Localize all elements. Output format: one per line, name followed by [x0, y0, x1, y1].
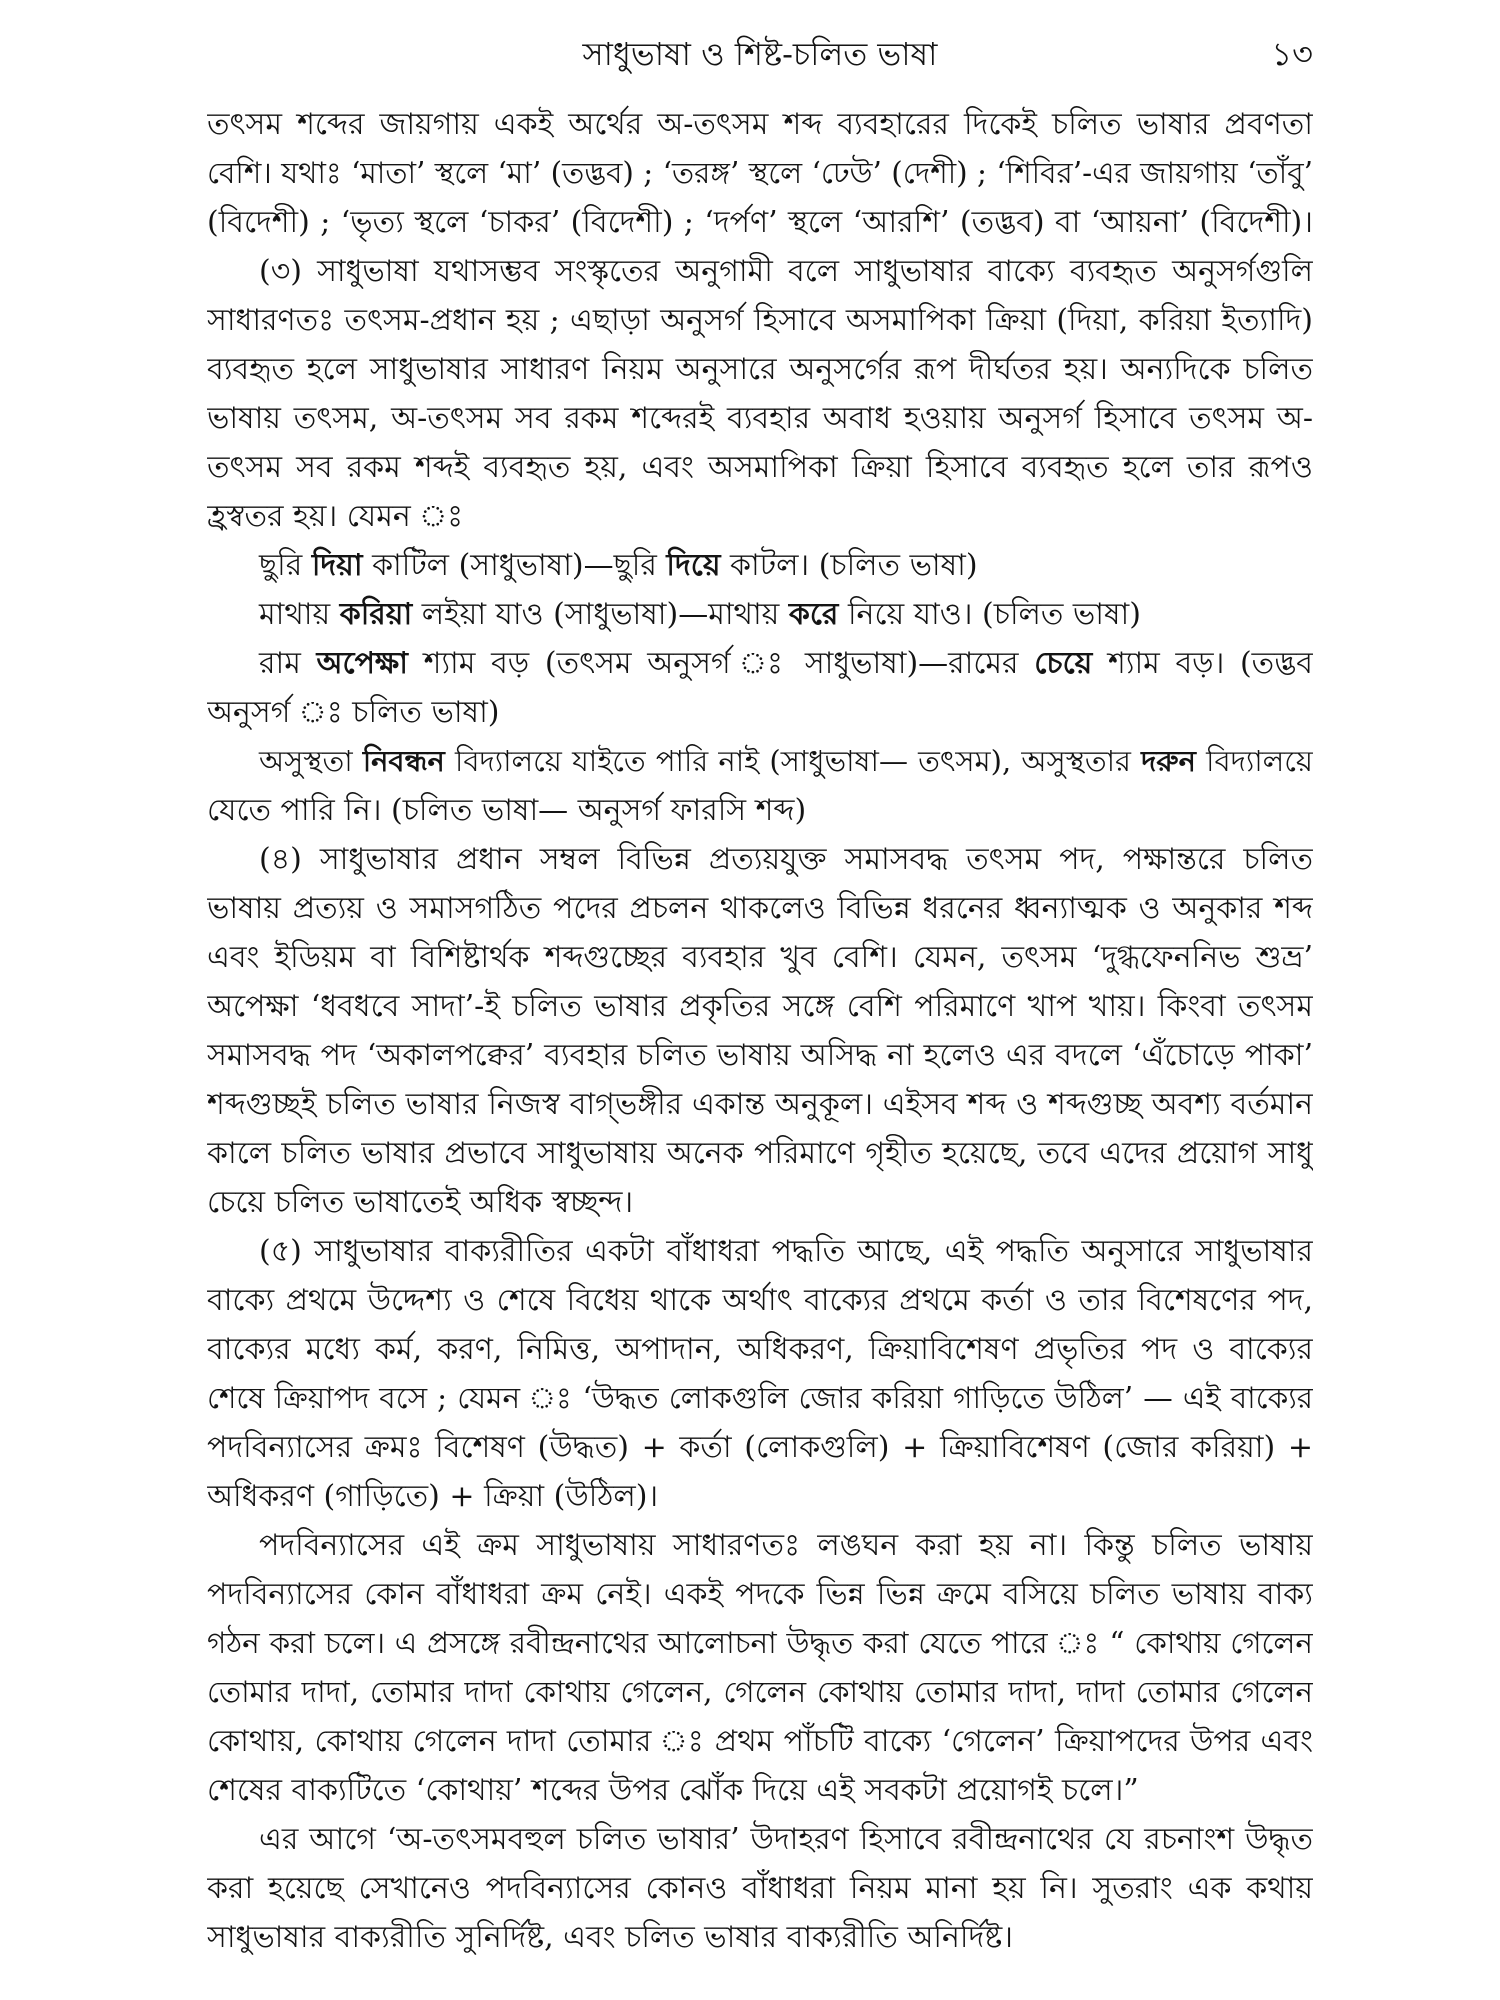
- bold-term: দরুন: [1141, 744, 1196, 778]
- page-number: ১৩: [1271, 35, 1313, 73]
- text-line: শব্দগুচ্ছই চলিত ভাষার নিজস্ব বাগ্‌ভঙ্গীর একান্ত অনুকূল। এইসব শব্দ ও শব্দগুচ্ছ অবশ্য বর্তমান: [207, 1087, 1313, 1122]
- example-text: মাথায়: [259, 597, 340, 632]
- example-text: নিয়ে যাও। (চলিত ভাষা): [838, 597, 1141, 632]
- paragraph: [207, 1815, 1313, 1962]
- example-line: [207, 639, 1313, 688]
- example-line: [207, 737, 1313, 786]
- text-line: (বিদেশী) ; ‘ভৃত্য স্থলে ‘চাকর’ (বিদেশী) ; ‘দর্পণ’ স্থলে ‘আরশি’ (তদ্ভব) বা ‘আয়না’ (বিদেশী)।: [207, 205, 1313, 240]
- text-line: এর আগে ‘অ-তৎসমবহুল চলিত ভাষার’ উদাহরণ হিসাবে রবীন্দ্রনাথের যে রচনাংশ উদ্ধৃত: [259, 1822, 1313, 1857]
- example-text: বিদ্যালয়ে: [1195, 744, 1313, 778]
- text-line: পদবিন্যাসের ক্রমঃ বিশেষণ (উদ্ধত) + কর্তা (লোকগুলি) + ক্রিয়াবিশেষণ (জোর করিয়া) +: [207, 1430, 1313, 1465]
- bold-term: অপেক্ষা: [316, 646, 408, 681]
- paragraph: [207, 247, 1313, 541]
- text-line: তৎসম সব রকম শব্দই ব্যবহৃত হয়, এবং অসমাপিকা ক্রিয়া হিসাবে ব্যবহৃত হলে তার রূপও: [207, 450, 1313, 485]
- text-line: ভাষায় তৎসম, অ-তৎসম সব রকম শব্দেরই ব্যবহার অবাধ হওয়ায় অনুসর্গ হিসাবে তৎসম অ-: [207, 401, 1313, 436]
- text-line: পদবিন্যাসের কোন বাঁধাধরা ক্রম নেই। একই পদকে ভিন্ন ভিন্ন ক্রমে বসিয়ে চলিত ভাষায় বাক্য: [207, 1577, 1313, 1612]
- example-block: [207, 541, 1313, 835]
- text-line: এবং ইডিয়ম বা বিশিষ্টার্থক শব্দগুচ্ছের ব্যবহার খুব বেশি। যেমন, তৎসম ‘দুগ্ধফেননিভ শুভ্র’: [207, 940, 1313, 975]
- example-text: অনুসর্গ ঃ চলিত ভাষা): [207, 695, 500, 730]
- text-line: চেয়ে চলিত ভাষাতেই অধিক স্বচ্ছন্দ।: [207, 1185, 634, 1220]
- text-line: বাক্যে প্রথমে উদ্দেশ্য ও শেষে বিধেয় থাকে অর্থাৎ বাক্যের প্রথমে কর্তা ও তার বিশেষণের পদ,: [207, 1283, 1313, 1318]
- text-line: বেশি। যথাঃ ‘মাতা’ স্থলে ‘মা’ (তদ্ভব) ; ‘তরঙ্গ’ স্থলে ‘ঢেউ’ (দেশী) ; ‘শিবির’-এর জায়গায় ‘তাঁবু’: [207, 156, 1313, 190]
- text-line: ভাষায় প্রত্যয় ও সমাসগঠিত পদের প্রচলন থাকলেও বিভিন্ন ধরনের ধ্বন্যাত্মক ও অনুকার শব্দ: [207, 891, 1313, 926]
- text-line: অপেক্ষা ‘ধবধবে সাদা’-ই চলিত ভাষার প্রকৃতির সঙ্গে বেশি পরিমাণে খাপ খায়। কিংবা তৎসম: [207, 989, 1313, 1024]
- example-text: শ্যাম বড় (তৎসম অনুসর্গ ঃ সাধুভাষা)—রামের: [407, 646, 1035, 681]
- running-title: সাধুভাষা ও শিষ্ট-চলিত ভাষা: [582, 35, 938, 73]
- text-line: (৫) সাধুভাষার বাক্যরীতির একটা বাঁধাধরা পদ্ধতি আছে, এই পদ্ধতি অনুসারে সাধুভাষার: [259, 1234, 1313, 1269]
- text-line: সাধারণতঃ তৎসম-প্রধান হয় ; এছাড়া অনুসর্গ হিসাবে অসমাপিকা ক্রিয়া (দিয়া, করিয়া ইত্যাদি): [207, 303, 1313, 338]
- text-line: গঠন করা চলে। এ প্রসঙ্গে রবীন্দ্রনাথের আলোচনা উদ্ধৃত করা যেতে পারে ঃ “ কোথায় গেলেন: [207, 1626, 1313, 1660]
- example-text: ছুরি: [259, 548, 312, 583]
- text-line: হ্রস্বতর হয়। যেমন ঃ: [207, 499, 464, 534]
- text-line: পদবিন্যাসের এই ক্রম সাধুভাষায় সাধারণতঃ লঙঘন করা হয় না। কিন্তু চলিত ভাষায়: [259, 1528, 1313, 1563]
- bold-term: করে: [788, 597, 839, 632]
- text-line: কালে চলিত ভাষার প্রভাবে সাধুভাষায় অনেক পরিমাণে গৃহীত হয়েছে, তবে এদের প্রয়োগ সাধু: [207, 1136, 1313, 1171]
- example-line: [207, 688, 1313, 737]
- text-line: সাধুভাষার বাক্যরীতি সুনির্দিষ্ট, এবং চলিত ভাষার বাক্যরীতি অনির্দিষ্ট।: [207, 1920, 1013, 1955]
- text-line: শেষে ক্রিয়াপদ বসে ; যেমন ঃ ‘উদ্ধত লোকগুলি জোর করিয়া গাড়িতে উঠিল’ — এই বাক্যের: [207, 1381, 1313, 1415]
- bold-term: চেয়ে: [1034, 646, 1093, 681]
- bold-term: দিয়ে: [666, 548, 721, 583]
- example-line: [207, 541, 1313, 590]
- text-line: তোমার দাদা, তোমার দাদা কোথায় গেলেন, গেলেন কোথায় তোমার দাদা, দাদা তোমার গেলেন: [207, 1675, 1313, 1709]
- example-text: বিদ্যালয়ে যাইতে পারি নাই (সাধুভাষা— তৎসম), অসুস্থতার: [444, 744, 1142, 778]
- bold-term: নিবন্ধন: [362, 744, 445, 778]
- paragraph: [207, 835, 1313, 1227]
- text-line: (৪) সাধুভাষার প্রধান সম্বল বিভিন্ন প্রত্যয়যুক্ত সমাসবদ্ধ তৎসম পদ, পক্ষান্তরে চলিত: [259, 842, 1313, 877]
- text-line: তৎসম শব্দের জায়গায় একই অর্থের অ-তৎসম শব্দ ব্যবহারের দিকেই চলিত ভাষার প্রবণতা: [207, 107, 1313, 142]
- text-line: (৩) সাধুভাষা যথাসম্ভব সংস্কৃতের অনুগামী বলে সাধুভাষার বাক্যে ব্যবহৃত অনুসর্গগুলি: [259, 254, 1313, 289]
- example-text: রাম: [259, 646, 317, 681]
- example-line: [207, 786, 1313, 835]
- page-body: [207, 100, 1313, 1962]
- example-text: কাটল। (চলিত ভাষা): [720, 548, 978, 583]
- example-text: যেতে পারি নি। (চলিত ভাষা— অনুসর্গ ফারসি শব্দ): [207, 793, 807, 828]
- paragraph: [207, 100, 1313, 247]
- text-line: অধিকরণ (গাড়িতে) + ক্রিয়া (উঠিল)।: [207, 1479, 659, 1514]
- page-header: [207, 30, 1313, 79]
- text-line: শেষের বাক্যটিতে ‘কোথায়’ শব্দের উপর ঝোঁক দিয়ে এই সবকটা প্রয়োগই চলে।”: [207, 1773, 1139, 1808]
- example-text: শ্যাম বড়। (তদ্ভব: [1092, 646, 1313, 681]
- bold-term: করিয়া: [339, 597, 413, 632]
- text-line: করা হয়েছে সেখানেও পদবিন্যাসের কোনও বাঁধাধরা নিয়ম মানা হয় নি। সুতরাং এক কথায়: [207, 1871, 1313, 1906]
- example-text: লইয়া যাও (সাধুভাষা)—মাথায়: [412, 597, 789, 632]
- text-line: ব্যবহৃত হলে সাধুভাষার সাধারণ নিয়ম অনুসারে অনুসর্গের রূপ দীর্ঘতর হয়। অন্যদিকে চলিত: [207, 352, 1313, 387]
- example-text: কাটিল (সাধুভাষা)—ছুরি: [362, 548, 667, 583]
- text-line: সমাসবদ্ধ পদ ‘অকালপক্বের’ ব্যবহার চলিত ভাষায় অসিদ্ধ না হলেও এর বদলে ‘এঁচোড়ে পাকা’: [207, 1038, 1313, 1073]
- example-line: [207, 590, 1313, 639]
- bold-term: দিয়া: [311, 548, 363, 583]
- text-line: কোথায়, কোথায় গেলেন দাদা তোমার ঃ প্রথম পাঁচটি বাক্যে ‘গেলেন’ ক্রিয়াপদের উপর এবং: [207, 1724, 1313, 1759]
- paragraph: [207, 1227, 1313, 1521]
- example-text: অসুস্থতা: [259, 744, 363, 778]
- paragraph: [207, 1521, 1313, 1815]
- text-line: বাক্যের মধ্যে কর্ম, করণ, নিমিত্ত, অপাদান, অধিকরণ, ক্রিয়াবিশেষণ প্রভৃতির পদ ও বাক্যের: [207, 1332, 1313, 1367]
